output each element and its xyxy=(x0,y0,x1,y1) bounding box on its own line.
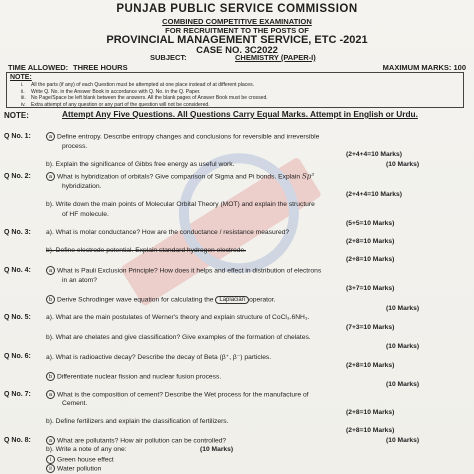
q1-part-a-cont: process. xyxy=(62,143,88,150)
subject-value: CHEMISTRY (PAPER-I) xyxy=(235,53,316,62)
q4-a-marks: (3+7=10 Marks) xyxy=(346,285,395,292)
note-item: iv. Extra attempt of any question or any part of the question will not be considered. xyxy=(21,101,210,108)
commission-title: PUNJAB PUBLIC SERVICE COMMISSION xyxy=(116,3,358,15)
instructions-label: NOTE: xyxy=(4,111,29,120)
laplacian-circled: Laplacian xyxy=(215,296,249,304)
q8-option-ii: ii Water pollution xyxy=(46,464,101,473)
q4-part-a: a What is Pauli Exclusion Principle? How does it helps and effect in distribution of electrons xyxy=(46,266,321,275)
q5-part-b: b). What are chelates and give classification? Give examples of the formation of chelates. xyxy=(46,334,311,341)
note-item: i. All the parts (if any) of each Question must be attempted at one place instead of at different places. xyxy=(21,82,255,88)
question-7-label: Q No. 7: xyxy=(4,391,31,398)
q7-a-marks: (2+8=10 Marks) xyxy=(346,409,395,416)
q2-b-marks: (5+5=10 Marks) xyxy=(346,220,395,227)
question-5-label: Q No. 5: xyxy=(4,314,31,321)
q8-b-marks: (10 Marks) xyxy=(200,446,234,453)
q4-b-marks: (10 Marks) xyxy=(386,305,420,312)
q6-part-a: a). What is radioactive decay? Describe the decay of Beta (β⁺, β⁻) particles. xyxy=(46,354,272,361)
question-8-label: Q No. 8: xyxy=(4,437,31,444)
q8-option-i: i Green house effect xyxy=(46,455,114,464)
q2-part-b: b). Write down the main points of Molecular Orbital Theory (MOT) and explain the structure xyxy=(46,201,315,208)
max-marks: MAXIMUM MARKS: 100 xyxy=(382,63,466,72)
q6-b-marks: (10 Marks) xyxy=(386,381,420,388)
q1-part-a: a Define entropy. Describe entropy changes and conclusions for reversible and irreversible xyxy=(46,132,319,141)
q7-b-marks: (2+8=10 Marks) xyxy=(346,427,395,434)
time-label: TIME ALLOWED: xyxy=(8,63,69,72)
question-1-label: Q No. 1: xyxy=(4,133,31,140)
exam-title: COMBINED COMPETITIVE EXAMINATION xyxy=(162,17,312,26)
service-title: PROVINCIAL MANAGEMENT SERVICE, ETC -2021 xyxy=(106,34,368,46)
q4-part-b: b Derive Schrodinger wave equation for calculating the Laplacian operator. xyxy=(46,295,275,304)
q3-part-b: b). Define electrode potential. Explain standard hydrogen electrode. xyxy=(46,247,247,254)
q1-a-marks: (2+4+4=10 Marks) xyxy=(346,151,402,158)
question-2-label: Q No. 2: xyxy=(4,173,31,180)
subject-label: SUBJECT: xyxy=(150,53,187,62)
q2-part-a: a What is hybridization of orbitals? Give comparison of Sigma and Pi bonds. Explain Sp³ xyxy=(46,172,314,181)
q2-part-a-cont: hybridization. xyxy=(62,183,102,190)
q1-part-b: b). Explain the significance of Gibbs free energy as useful work. xyxy=(46,161,235,168)
question-3-label: Q No. 3: xyxy=(4,229,31,236)
q3-a-marks: (2+8=10 Marks) xyxy=(346,238,395,245)
q3-b-marks: (2+8=10 Marks) xyxy=(346,256,395,263)
q7-part-a: a What is the composition of cement? Describe the Wet process for the manufacture of xyxy=(46,390,309,399)
q6-part-b: b Differentiate nuclear fission and nuclear fusion process. xyxy=(46,372,221,381)
q1-b-marks: (10 Marks) xyxy=(386,161,420,168)
recruitment-line: FOR RECRUITMENT TO THE POSTS OF xyxy=(165,26,309,35)
instructions-text: Attempt Any Five Questions. All Questions Carry Equal Marks. Attempt in English or Urdu. xyxy=(62,109,418,119)
q5-b-marks: (10 Marks) xyxy=(386,343,420,350)
question-6-label: Q No. 6: xyxy=(4,353,31,360)
q7-part-b: b). Define fertilizers and explain the classification of fertilizers. xyxy=(46,418,229,425)
note-box-title: NOTE: xyxy=(10,74,32,81)
note-item: iii. No Page/Space be left blank between the answers. All the blank pages of Answer Book must be crossed. xyxy=(21,95,268,101)
time-value: THREE HOURS xyxy=(73,63,128,72)
q2-part-b-cont: of HF molecule. xyxy=(62,211,109,218)
q8-part-a: a What are pollutants? How air pollution can be controlled? xyxy=(46,436,226,445)
note-box xyxy=(6,72,464,108)
q8-part-b: b). Write a note of any one: xyxy=(46,446,127,453)
question-4-label: Q No. 4: xyxy=(4,267,31,274)
q8-a-marks: (10 Marks) xyxy=(386,437,420,444)
q4-part-a-cont: in an atom? xyxy=(62,277,97,284)
q6-a-marks: (2+8=10 Marks) xyxy=(346,362,395,369)
q5-a-marks: (7+3=10 Marks) xyxy=(346,324,395,331)
q3-part-a: a). What is molar conductance? How are the conductance / resistance measured? xyxy=(46,229,290,236)
note-item: ii. Write Q. No. in the Answer Book in accordance with Q. No. in the Q. Paper. xyxy=(21,88,201,95)
case-number: CASE NO. 3C2022 xyxy=(196,45,278,56)
q5-part-a: a). What are the main postulates of Werner's theory and explain structure of CoCl₃.6NH₃. xyxy=(46,314,310,321)
q2-a-marks: (2+4+4=10 Marks) xyxy=(346,191,402,198)
q7-part-a-cont: Cement. xyxy=(62,400,88,407)
